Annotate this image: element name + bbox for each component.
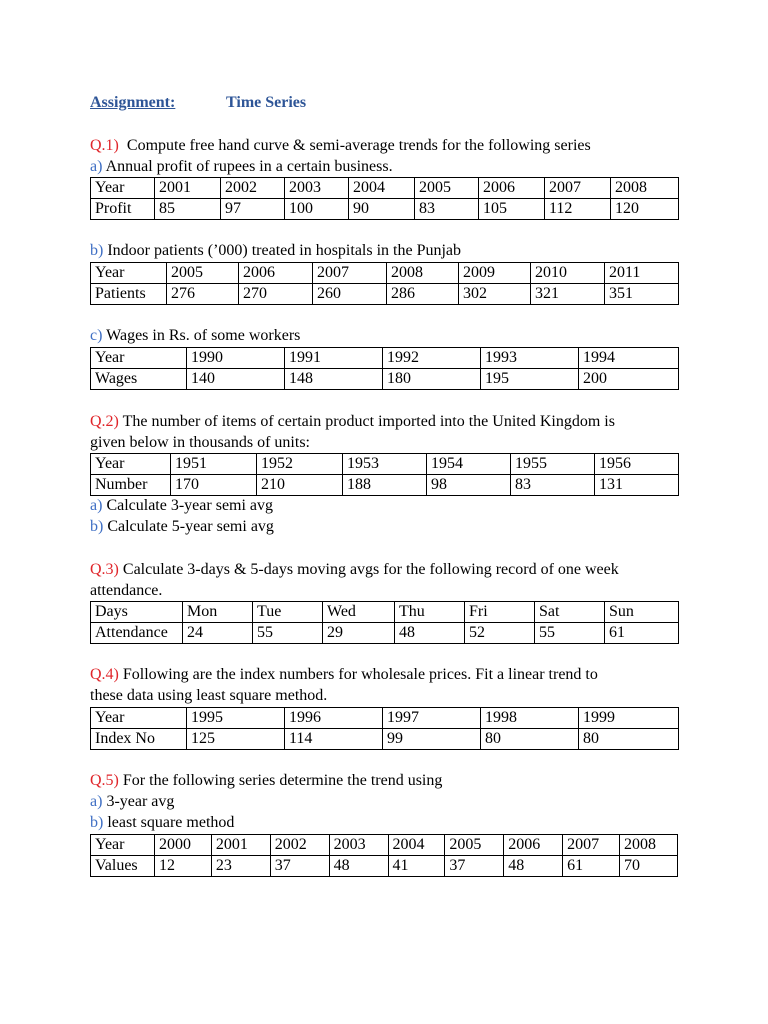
table-cell: 1995 xyxy=(187,708,285,729)
table-row xyxy=(91,708,679,729)
table-cell: 41 xyxy=(388,856,445,877)
table-cell: 270 xyxy=(239,284,313,305)
q1a-text: Annual profit of rupees in a certain business. xyxy=(105,158,393,175)
table-cell: 55 xyxy=(535,623,605,644)
table-cell: 1991 xyxy=(285,348,383,369)
q1a-table xyxy=(90,177,679,220)
table-cell: 148 xyxy=(285,369,383,390)
table-cell: 131 xyxy=(595,475,679,496)
table-cell: Year xyxy=(91,454,171,475)
table-cell: Profit xyxy=(91,199,155,220)
q4-number: Q.4) xyxy=(90,666,119,683)
table-cell: 210 xyxy=(257,475,343,496)
table-cell: 2006 xyxy=(479,178,545,199)
table-cell: 2004 xyxy=(349,178,415,199)
table-cell: 2009 xyxy=(459,263,531,284)
table-cell: Number xyxy=(91,475,171,496)
q1b-text: Indoor patients (’000) treated in hospitals in the Punjab xyxy=(107,242,462,259)
table-row xyxy=(91,263,679,284)
q5b-label: b) xyxy=(90,814,104,831)
table-cell: 2008 xyxy=(387,263,459,284)
table-cell: 2001 xyxy=(211,835,270,856)
q5-number: Q.5) xyxy=(90,772,119,789)
q2a-prompt xyxy=(90,496,273,516)
table-cell: 286 xyxy=(387,284,459,305)
table-cell: Patients xyxy=(91,284,167,305)
table-cell: Days xyxy=(91,602,183,623)
table-cell: 200 xyxy=(579,369,679,390)
table-cell: 52 xyxy=(465,623,535,644)
table-cell: 2007 xyxy=(545,178,611,199)
q2-number: Q.2) xyxy=(90,413,119,430)
table-cell: 37 xyxy=(270,856,329,877)
q4-prompt xyxy=(90,665,598,685)
table-cell: 23 xyxy=(211,856,270,877)
table-row xyxy=(91,284,679,305)
table-cell: 2007 xyxy=(313,263,387,284)
table-cell: 83 xyxy=(415,199,479,220)
table-cell: 99 xyxy=(383,729,481,750)
table-cell: 1954 xyxy=(427,454,511,475)
table-cell: Values xyxy=(91,856,155,877)
table-cell: 1994 xyxy=(579,348,679,369)
table-cell: 1996 xyxy=(285,708,383,729)
q1c-text: Wages in Rs. of some workers xyxy=(106,327,301,344)
table-cell: 180 xyxy=(383,369,481,390)
table-row xyxy=(91,602,679,623)
table-cell: 1993 xyxy=(481,348,579,369)
table-cell: 48 xyxy=(329,856,388,877)
table-row xyxy=(91,835,678,856)
table-cell: Year xyxy=(91,835,155,856)
table-cell: 276 xyxy=(167,284,239,305)
table-cell: 55 xyxy=(253,623,323,644)
table-cell: Sun xyxy=(605,602,679,623)
table-cell: 85 xyxy=(155,199,221,220)
q5-table xyxy=(90,834,678,877)
table-cell: 2002 xyxy=(270,835,329,856)
table-cell: 2005 xyxy=(167,263,239,284)
table-cell: 112 xyxy=(545,199,611,220)
q4-text-line2: these data using least square method. xyxy=(90,687,328,704)
table-row xyxy=(91,623,679,644)
table-row xyxy=(91,454,679,475)
table-cell: 170 xyxy=(171,475,257,496)
table-cell: 140 xyxy=(187,369,285,390)
table-cell: 2003 xyxy=(285,178,349,199)
assignment-label: Assignment: xyxy=(90,94,176,111)
table-cell: 351 xyxy=(605,284,679,305)
table-cell: 1952 xyxy=(257,454,343,475)
q5b-text: least square method xyxy=(107,814,235,831)
table-cell: Year xyxy=(91,178,155,199)
q1a-prompt xyxy=(90,157,393,177)
table-cell: 48 xyxy=(395,623,465,644)
table-cell: Year xyxy=(91,348,187,369)
q2b-text: Calculate 5-year semi avg xyxy=(107,518,274,535)
q5-prompt xyxy=(90,771,442,791)
table-row xyxy=(91,729,679,750)
q1-prompt xyxy=(90,136,591,156)
table-cell: Attendance xyxy=(91,623,183,644)
table-cell: 1990 xyxy=(187,348,285,369)
q3-text-line1: Calculate 3-days & 5-days moving avgs for the following record of one week xyxy=(122,561,619,578)
table-cell: 2006 xyxy=(239,263,313,284)
table-cell: 302 xyxy=(459,284,531,305)
table-cell: 120 xyxy=(611,199,679,220)
table-cell: 80 xyxy=(481,729,579,750)
document-heading xyxy=(90,94,307,112)
table-row xyxy=(91,475,679,496)
table-cell: Year xyxy=(91,263,167,284)
q2-text-line1: The number of items of certain product imported into the United Kingdom is xyxy=(122,413,615,430)
table-row xyxy=(91,199,679,220)
table-cell: 1953 xyxy=(343,454,427,475)
q2b-label: b) xyxy=(90,518,104,535)
table-cell: 98 xyxy=(427,475,511,496)
table-cell: 2000 xyxy=(154,835,211,856)
table-cell: 2008 xyxy=(611,178,679,199)
q2a-text: Calculate 3-year semi avg xyxy=(106,497,274,514)
table-cell: Fri xyxy=(465,602,535,623)
table-row xyxy=(91,856,678,877)
q1b-table xyxy=(90,262,679,305)
table-row xyxy=(91,348,679,369)
table-cell: 70 xyxy=(620,856,678,877)
table-cell: 2011 xyxy=(605,263,679,284)
table-cell: 90 xyxy=(349,199,415,220)
table-cell: 2005 xyxy=(445,835,504,856)
table-cell: 188 xyxy=(343,475,427,496)
table-cell: 97 xyxy=(221,199,285,220)
table-cell: 29 xyxy=(323,623,395,644)
q3-table xyxy=(90,601,679,644)
q1b-label: b) xyxy=(90,242,104,259)
table-cell: 1955 xyxy=(511,454,595,475)
table-cell: 12 xyxy=(154,856,211,877)
q1a-label: a) xyxy=(90,158,103,175)
table-cell: 1997 xyxy=(383,708,481,729)
table-cell: Wages xyxy=(91,369,187,390)
table-cell: 195 xyxy=(481,369,579,390)
q5-text: For the following series determine the trend using xyxy=(122,772,443,789)
table-cell: 321 xyxy=(531,284,605,305)
table-cell: 1998 xyxy=(481,708,579,729)
table-cell: 2008 xyxy=(620,835,678,856)
table-cell: Year xyxy=(91,708,187,729)
q1b-prompt xyxy=(90,241,461,261)
q5a-prompt xyxy=(90,792,174,812)
table-cell: 24 xyxy=(183,623,253,644)
table-cell: 2002 xyxy=(221,178,285,199)
table-cell: 2004 xyxy=(388,835,445,856)
q1-number: Q.1) xyxy=(90,137,119,154)
q2-text-line2: given below in thousands of units: xyxy=(90,434,310,451)
table-cell: 125 xyxy=(187,729,285,750)
table-cell: 260 xyxy=(313,284,387,305)
q3-prompt xyxy=(90,560,619,580)
q1c-table xyxy=(90,347,679,390)
table-cell: 105 xyxy=(479,199,545,220)
table-cell: 2010 xyxy=(531,263,605,284)
table-cell: 2005 xyxy=(415,178,479,199)
table-cell: 2003 xyxy=(329,835,388,856)
table-cell: 80 xyxy=(579,729,679,750)
q4-text-line1: Following are the index numbers for wholesale prices. Fit a linear trend to xyxy=(122,666,598,683)
q2b-prompt xyxy=(90,517,274,537)
q1-text: Compute free hand curve & semi-average trends for the following series xyxy=(126,137,591,154)
table-cell: 1992 xyxy=(383,348,481,369)
q2a-label: a) xyxy=(90,497,103,514)
table-cell: Index No xyxy=(91,729,187,750)
q3-number: Q.3) xyxy=(90,561,119,578)
table-cell: 61 xyxy=(563,856,620,877)
table-cell: 2006 xyxy=(504,835,563,856)
q5a-label: a) xyxy=(90,793,103,810)
table-cell: 114 xyxy=(285,729,383,750)
q1c-label: c) xyxy=(90,327,103,344)
table-cell: Wed xyxy=(323,602,395,623)
table-cell: 61 xyxy=(605,623,679,644)
table-cell: 2001 xyxy=(155,178,221,199)
table-cell: 83 xyxy=(511,475,595,496)
table-cell: 100 xyxy=(285,199,349,220)
table-cell: 37 xyxy=(445,856,504,877)
table-cell: 2007 xyxy=(563,835,620,856)
table-cell: Tue xyxy=(253,602,323,623)
table-row xyxy=(91,369,679,390)
topic-title: Time Series xyxy=(226,94,307,111)
q2-table xyxy=(90,453,679,496)
q1c-prompt xyxy=(90,326,300,346)
table-cell: 1956 xyxy=(595,454,679,475)
table-cell: Mon xyxy=(183,602,253,623)
q3-text-line2: attendance. xyxy=(90,582,163,599)
table-cell: 1999 xyxy=(579,708,679,729)
table-cell: 1951 xyxy=(171,454,257,475)
q2-prompt xyxy=(90,412,615,432)
table-row xyxy=(91,178,679,199)
q5b-prompt xyxy=(90,813,234,833)
q5a-text: 3-year avg xyxy=(106,793,175,810)
table-cell: Sat xyxy=(535,602,605,623)
table-cell: Thu xyxy=(395,602,465,623)
table-cell: 48 xyxy=(504,856,563,877)
q4-table xyxy=(90,707,679,750)
